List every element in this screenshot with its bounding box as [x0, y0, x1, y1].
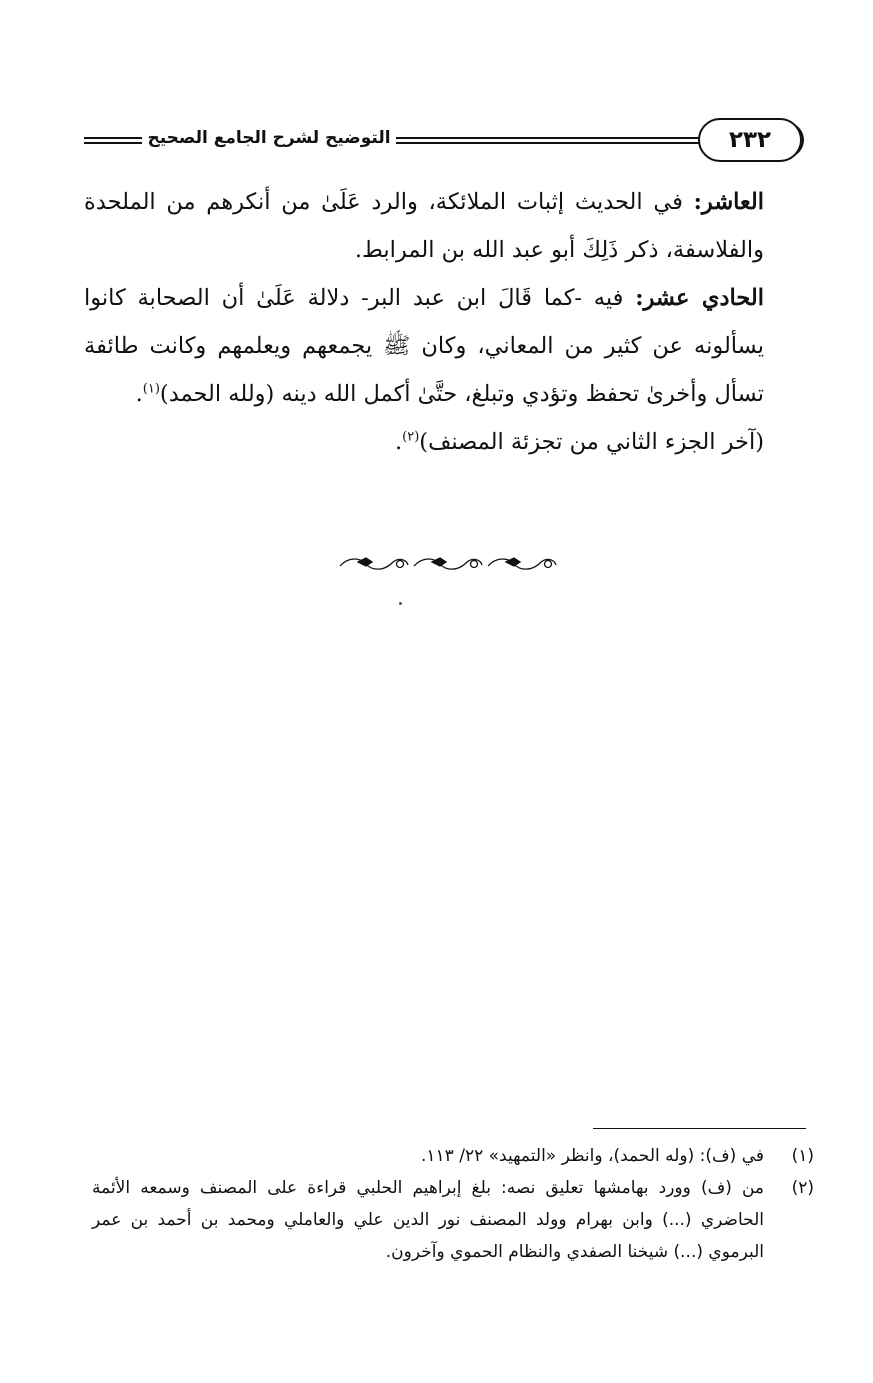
paragraph-end: . [135, 381, 143, 407]
main-text [84, 178, 808, 466]
paragraph-lead: العاشر: [693, 189, 764, 215]
paragraph-part-end [84, 418, 808, 466]
ornament-divider [336, 553, 562, 575]
paragraph-end: . [395, 429, 403, 455]
footnote-ref-2[interactable]: (٢) [402, 429, 420, 445]
page-header [84, 116, 804, 166]
footnotes [92, 1140, 814, 1268]
paragraph-tenth [84, 178, 808, 274]
footnote-number: (٢) [791, 1178, 814, 1198]
paragraph-text: في الحديث إثبات الملائكة، والرد عَلَىٰ من أنكرهم من الملحدة والفلاسفة، ذكر ذَلِكَ أبو عبد الله بن المرابط. [84, 189, 764, 263]
footnote-separator [593, 1128, 806, 1129]
paragraph-eleventh [84, 274, 808, 418]
ornament-unit [340, 558, 408, 569]
header-rule-left [84, 137, 142, 145]
stray-dot [399, 602, 402, 605]
page-number: ٢٣٢ [728, 127, 772, 153]
paragraph-text: (آخر الجزء الثاني من تجزئة المصنف) [419, 429, 764, 455]
footnote-text: في (ف): (وله الحمد)، وانظر «التمهيد» ٢٢/ ١١٣. [421, 1146, 764, 1166]
footnote-2 [92, 1172, 814, 1268]
paragraph-text: فيه -كما قَالَ ابن عبد البر- دلالة عَلَىٰ أن الصحابة كانوا يسألونه عن كثير من المعاني، وكان ﷺ يجمعهم ويعلمهم وكانت طائفة تسأل وأخرىٰ تحفظ وتؤدي وتبلغ، حتَّىٰ أكمل الله دينه (ولله الحمد) [84, 285, 764, 407]
page-number-badge [698, 118, 802, 162]
running-title: التوضيح لشرح الجامع الصحيح [147, 128, 391, 148]
footnote-1 [92, 1140, 814, 1172]
paragraph-lead: الحادي عشر: [635, 285, 764, 311]
footnote-text: من (ف) وورد بهامشها تعليق نصه: بلغ إبراهيم الحلبي قراءة على المصنف وسمعه الأئمة الحاضري (...) وابن بهرام وولد المصنف نور الدين علي والعاملي ومحمد بن أحمد بن عمر البرموي (...) شيخنا الصفدي والنظام الحموي وآخرون. [92, 1178, 764, 1262]
footnote-number: (١) [791, 1146, 814, 1166]
footnote-ref-1[interactable]: (١) [142, 381, 160, 397]
